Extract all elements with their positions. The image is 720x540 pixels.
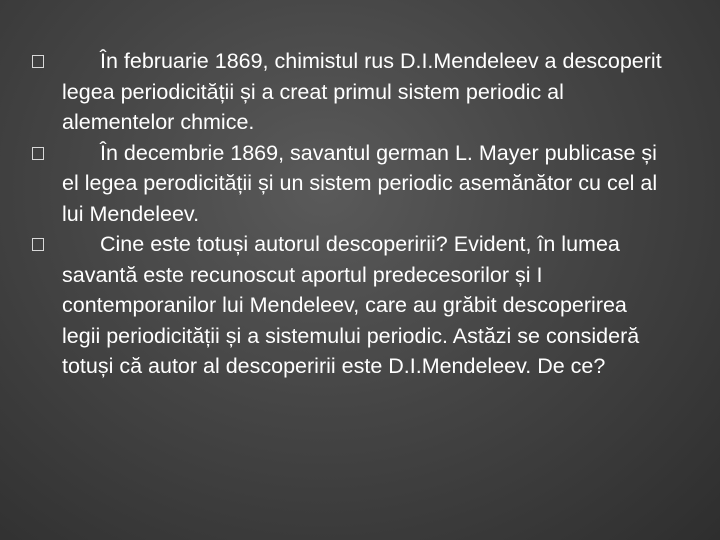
square-bullet-icon	[32, 238, 44, 251]
bullet-text: Cine este totuși autorul descoperirii? Evident, în lumea savantă este recunoscut aportul predecesorilor și I contemporanilor lui Mendeleev, care au grăbit descoperirea legii periodicității și a sistemului periodic. Astăzi se consideră totuși că autor al descoperirii este D.I.Mendeleev. De ce?	[62, 232, 640, 378]
bullet-item	[30, 229, 670, 382]
square-bullet-icon	[32, 55, 44, 68]
bullet-item	[30, 138, 670, 230]
bullet-item	[30, 46, 670, 138]
bullet-text: În februarie 1869, chimistul rus D.I.Mendeleev a descoperit legea periodicității și a creat primul sistem periodic al alementelor chmice.	[62, 49, 662, 134]
bullet-list	[30, 46, 670, 382]
square-bullet-icon	[32, 147, 44, 160]
bullet-text: În decembrie 1869, savantul german L. Mayer publicase și el legea perodicității și un sistem periodic asemănător cu cel al lui Mendeleev.	[62, 140, 658, 226]
